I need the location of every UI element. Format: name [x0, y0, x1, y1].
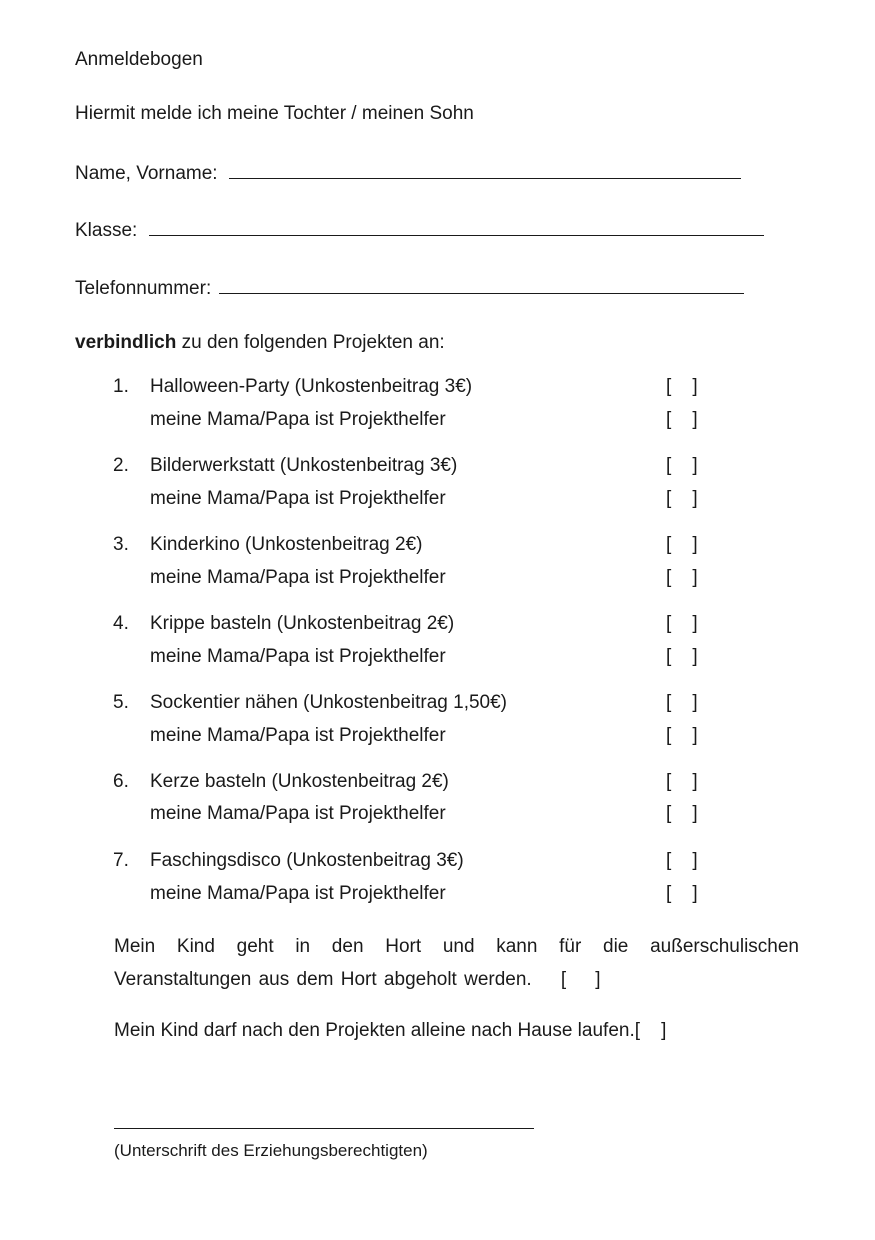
alone-checkbox[interactable]: [ ] — [634, 1020, 667, 1041]
intro-text: Hiermit melde ich meine Tochter / meinen Sohn — [75, 103, 474, 124]
hort-statement — [114, 930, 799, 996]
helper-label: meine Mama/Papa ist Projekthelfer — [150, 725, 446, 746]
project-number: 3. — [113, 534, 129, 555]
project-number: 2. — [113, 455, 129, 476]
class-field-line[interactable] — [149, 217, 764, 236]
form-title: Anmeldebogen — [75, 49, 203, 70]
binding-bold: verbindlich — [75, 332, 177, 353]
project-checkbox[interactable]: [ ] — [666, 613, 698, 634]
helper-checkbox[interactable]: [ ] — [666, 725, 698, 746]
binding-rest: zu den folgenden Projekten an: — [176, 332, 445, 353]
name-field-row — [75, 160, 741, 186]
project-number: 1. — [113, 376, 129, 397]
project-label: Kinderkino (Unkostenbeitrag 2€) — [150, 534, 423, 555]
phone-field-line[interactable] — [219, 275, 744, 294]
project-checkbox[interactable]: [ ] — [666, 692, 698, 713]
phone-field-row — [75, 275, 744, 301]
name-field-label: Name, Vorname: — [75, 163, 218, 184]
helper-checkbox[interactable]: [ ] — [666, 409, 698, 430]
project-number: 5. — [113, 692, 129, 713]
project-label: Sockentier nähen (Unkostenbeitrag 1,50€) — [150, 692, 508, 713]
hort-statement-text: Mein Kind geht in den Hort und kann für die außerschulischen Veranstaltungen aus dem Hort abgeholt werden. — [114, 936, 799, 990]
project-number: 7. — [113, 850, 129, 871]
helper-label: meine Mama/Papa ist Projekthelfer — [150, 646, 446, 667]
alone-statement — [114, 1020, 666, 1043]
hort-checkbox[interactable]: [ ] — [560, 969, 601, 990]
signature-line[interactable] — [114, 1128, 534, 1129]
phone-field-label: Telefonnummer: — [75, 278, 212, 299]
alone-statement-text: Mein Kind darf nach den Projekten alleine nach Hause laufen. — [114, 1020, 635, 1041]
name-field-line[interactable] — [229, 160, 741, 179]
project-label: Krippe basteln (Unkostenbeitrag 2€) — [150, 613, 455, 634]
project-checkbox[interactable]: [ ] — [666, 850, 698, 871]
project-label: Bilderwerkstatt (Unkostenbeitrag 3€) — [150, 455, 458, 476]
project-number: 6. — [113, 771, 129, 792]
helper-label: meine Mama/Papa ist Projekthelfer — [150, 567, 446, 588]
binding-sentence — [75, 332, 445, 355]
helper-label: meine Mama/Papa ist Projekthelfer — [150, 488, 446, 509]
project-checkbox[interactable]: [ ] — [666, 455, 698, 476]
class-field-label: Klasse: — [75, 220, 138, 241]
project-label: Kerze basteln (Unkostenbeitrag 2€) — [150, 771, 449, 792]
class-field-row — [75, 217, 764, 243]
signature-caption: (Unterschrift des Erziehungsberechtigten) — [114, 1141, 428, 1160]
project-checkbox[interactable]: [ ] — [666, 376, 698, 397]
helper-label: meine Mama/Papa ist Projekthelfer — [150, 803, 446, 824]
helper-checkbox[interactable]: [ ] — [666, 803, 698, 824]
project-number: 4. — [113, 613, 129, 634]
project-checkbox[interactable]: [ ] — [666, 771, 698, 792]
project-label: Faschingsdisco (Unkostenbeitrag 3€) — [150, 850, 464, 871]
project-checkbox[interactable]: [ ] — [666, 534, 698, 555]
project-label: Halloween-Party (Unkostenbeitrag 3€) — [150, 376, 473, 397]
helper-checkbox[interactable]: [ ] — [666, 488, 698, 509]
helper-checkbox[interactable]: [ ] — [666, 883, 698, 904]
helper-label: meine Mama/Papa ist Projekthelfer — [150, 409, 446, 430]
helper-checkbox[interactable]: [ ] — [666, 646, 698, 667]
helper-label: meine Mama/Papa ist Projekthelfer — [150, 883, 446, 904]
helper-checkbox[interactable]: [ ] — [666, 567, 698, 588]
